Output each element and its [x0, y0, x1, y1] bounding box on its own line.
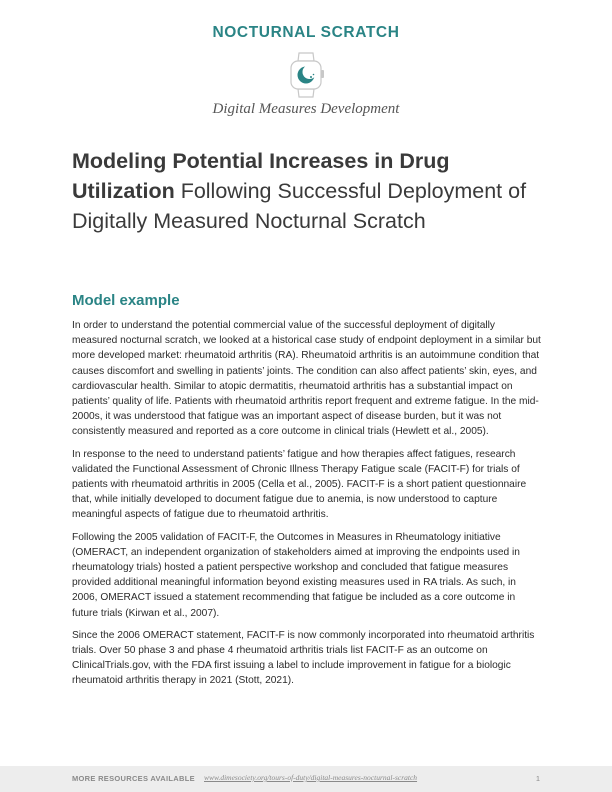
brand-title: NOCTURNAL SCRATCH	[212, 24, 400, 41]
title-regular: Following Successful Deployment of Digitally Measured Nocturnal Scratch	[72, 179, 527, 233]
page-footer	[0, 766, 612, 792]
paragraph: Since the 2006 OMERACT statement, FACIT-F is now commonly incorporated into rheumatoid arthritis trials. Over 50 phase 3 and phase 4 rheumatoid arthritis trials list FACIT-F as an outcome on ClinicalTrials.gov, with the FDA first issuing a label to include improvement in fatigue for a biologic rheumatoid arthritis therapy in 2021 (Stott, 2021).	[72, 629, 535, 687]
resources-link[interactable]: www.dimesociety.org/tours-of-duty/digital-measures-nocturnal-scratch	[204, 773, 418, 782]
paragraph: Following the 2005 validation of FACIT-F, the Outcomes in Measures in Rheumatology initiative (OMERACT, an independent organization of stakeholders aimed at improving the endpoints used in rheumatology trials) hosted a patient perspective workshop and concluded that fatigue measures provided additional meaningful information beyond existing measures used in RA trials. As such, in 2006, OMERACT issued a statement recommending that fatigue be included as a core outcome in future trials (Kirwan et al., 2007).	[72, 531, 520, 619]
page-number: 1	[535, 774, 540, 783]
title-bold: Modeling Potential Increases in Drug Utilization	[72, 149, 450, 203]
paragraph: In order to understand the potential commercial value of the successful deployment of digitally measured nocturnal scratch, we looked at a historical case study of endpoint deployment in a similar but more developed market: rheumatoid arthritis (RA). Rheumatoid arthritis is an autoimmune condition that causes discomfort and swelling in patients’ joints. The condition can also affect patients’ skin, eyes, and cardiovascular health. Similar to atopic dermatitis, rheumatoid arthritis has a substantial impact on patients’ quality of life. Patients with rheumatoid arthritis report frequent and extreme fatigue. In the mid-2000s, it was understood that fatigue was an important aspect of disease burden, but it was not consistently measured and reported as a core outcome in clinical trials (Hewlett et al., 2005).	[72, 320, 541, 438]
smartwatch-moon-icon	[281, 50, 331, 100]
document-subtitle: Digital Measures Development	[212, 101, 400, 117]
paragraph: In response to the need to understand patients’ fatigue and how therapies affect fatigues, research validated the Functional Assessment of Chronic Illness Therapy Fatigue scale (FACIT-F) for trials of patients with rheumatoid arthritis in 2005 (Cella et al., 2005). FACIT-F is a short patient questionnaire that, while initially developed to document fatigue due to anemia, is now understood to capture meaningful aspects of fatigue due to rheumatoid arthritis.	[72, 448, 527, 521]
section-heading: Model example	[72, 292, 180, 309]
body-text	[72, 318, 542, 696]
page-title	[72, 146, 542, 236]
footer-label: MORE RESOURCES AVAILABLE	[72, 774, 195, 783]
